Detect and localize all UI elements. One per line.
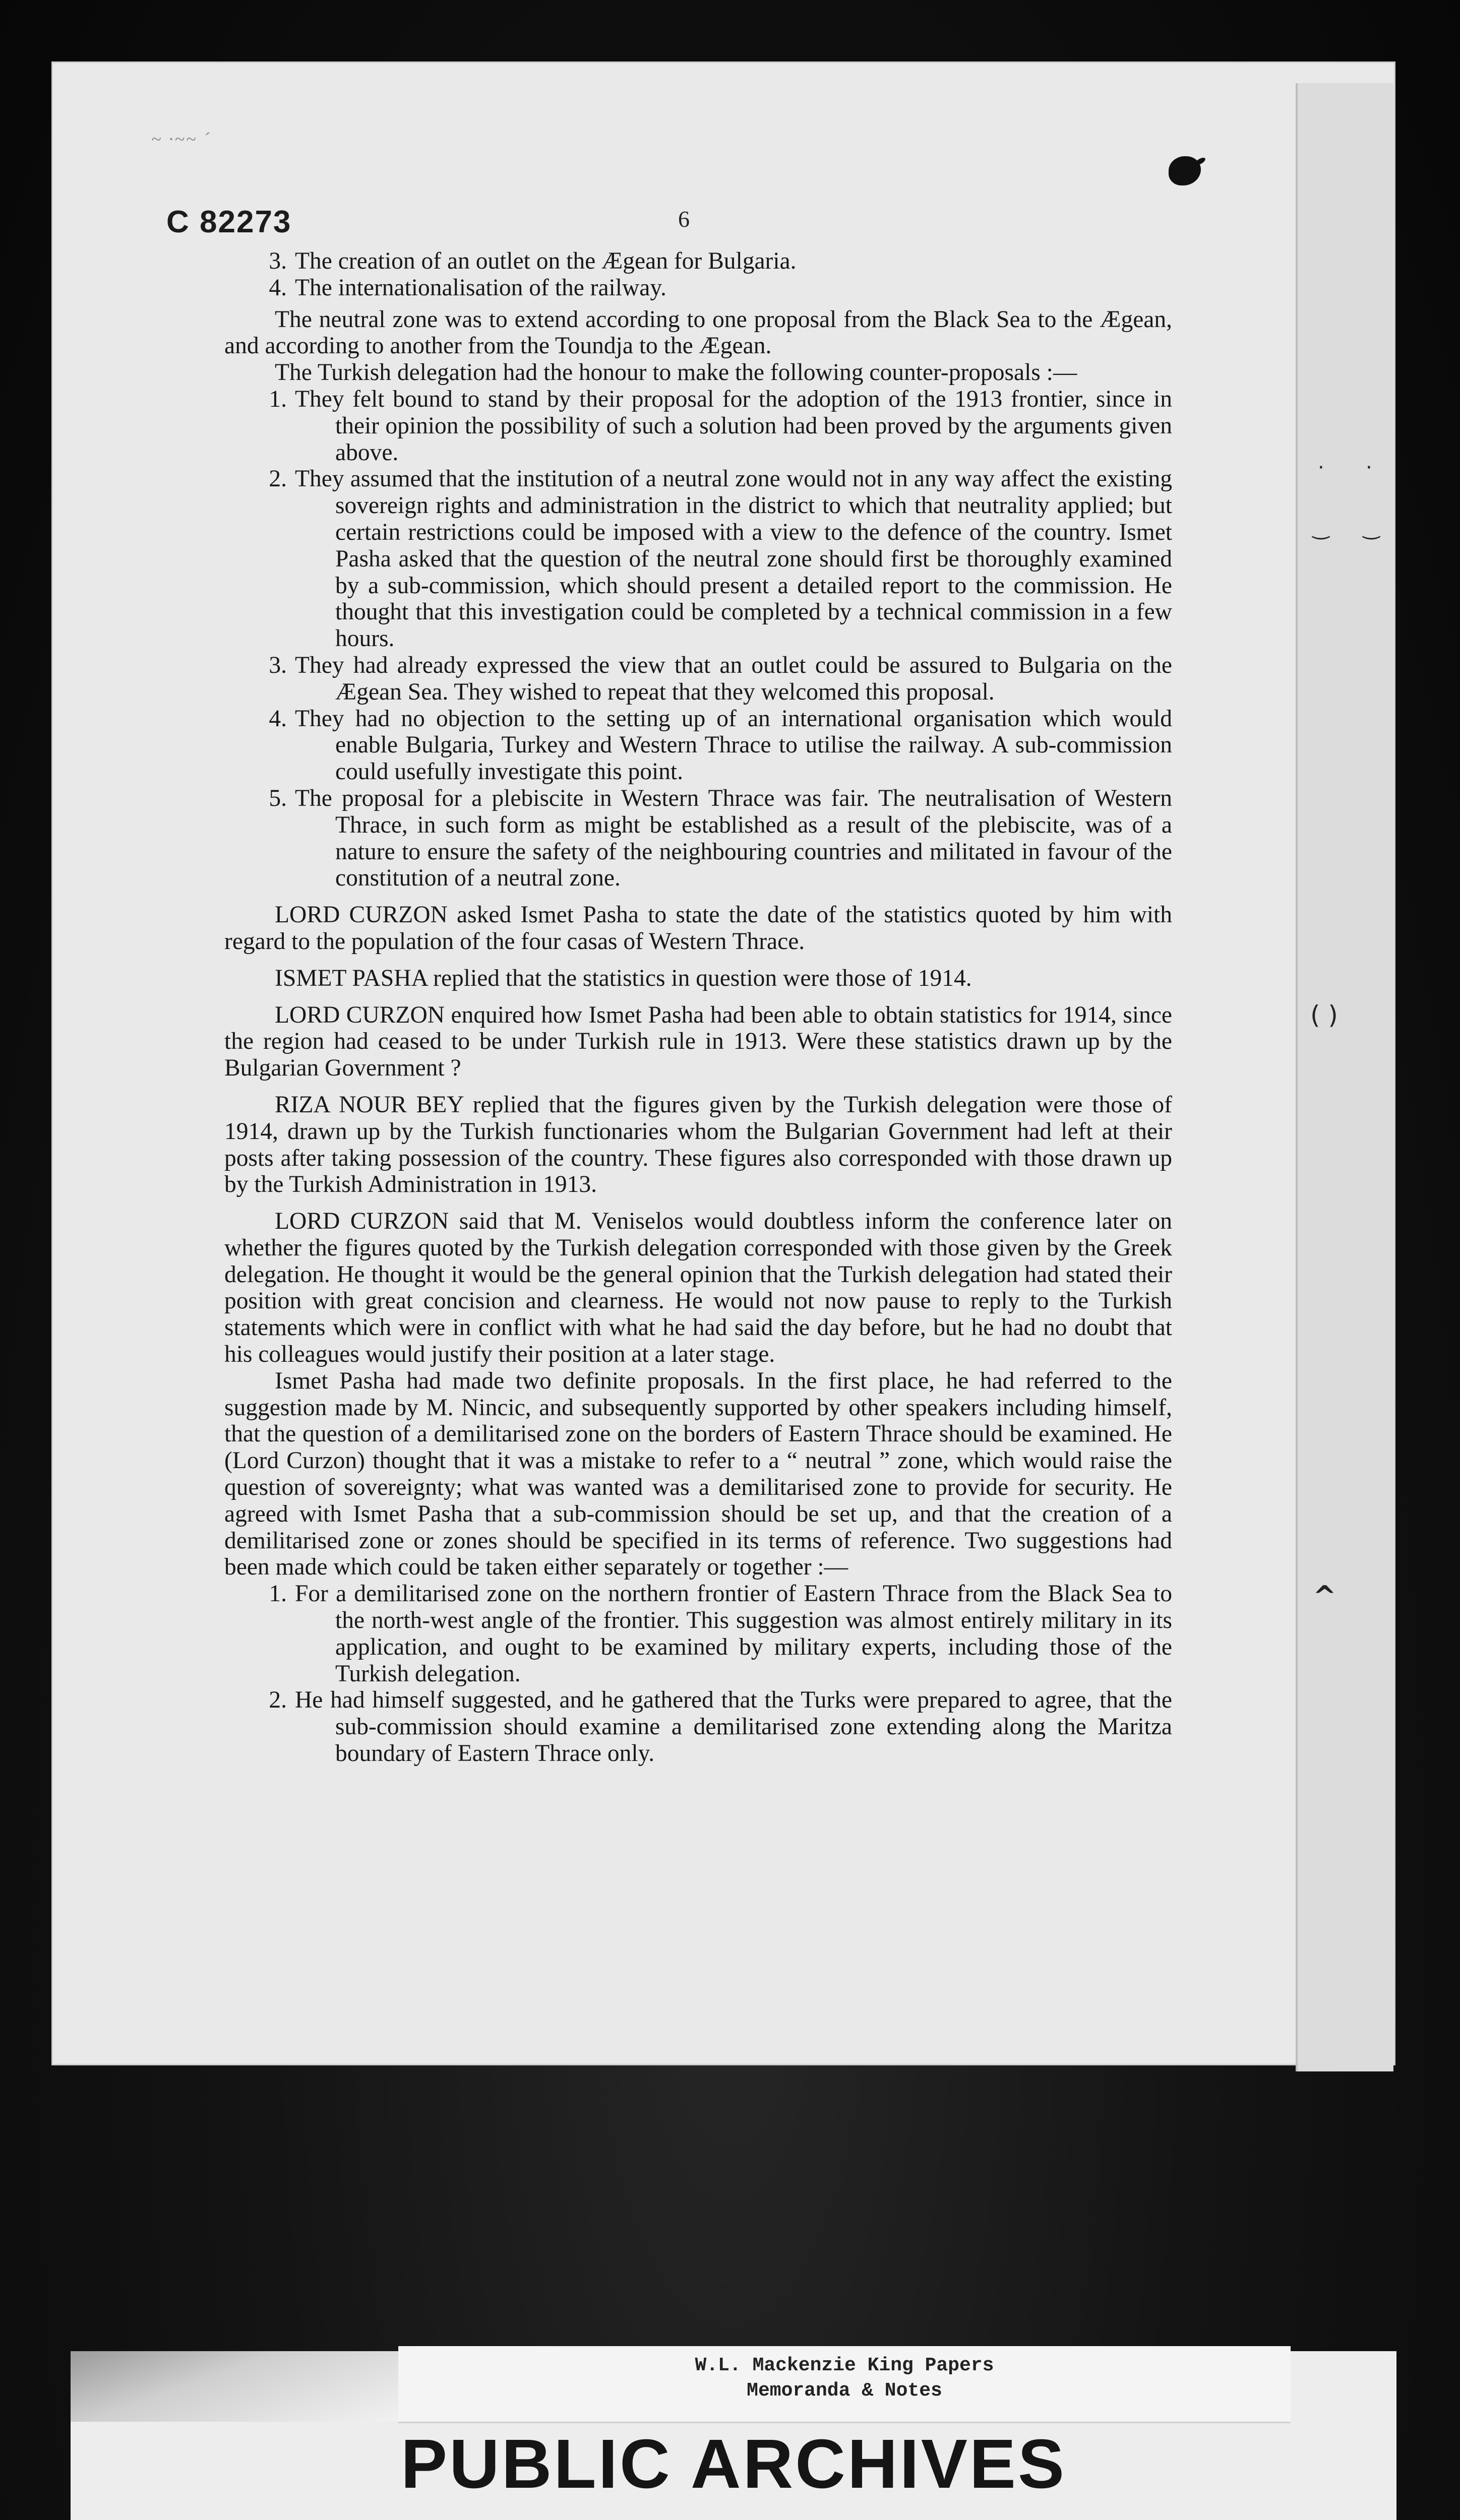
list-item-number: 3. — [269, 248, 287, 274]
adjacent-page-edge — [1296, 83, 1393, 2071]
torn-paper-edge — [71, 2351, 403, 2422]
list-item-number: 4. — [269, 705, 287, 732]
list-item-text: For a demilitarised zone on the northern frontier of Eastern Thrace from the Black Sea to the north-west angle of the frontier. This suggestion was almost entirely military in its application, and ought to be examined by military experts, including those of the Turkish delegation. — [295, 1581, 1172, 1687]
list-item-text: They assumed that the institution of a neutral zone would not in any way affect the existing sovereign rights and administration in the district to which that neutrality applied; but certain restrictions could be imposed with a view to the defence of the country. Ismet Pasha asked that the question of the neutral zone should first be thoroughly examined by a sub-commission, which should present a detailed report to the commission. He thought that this investigation could be completed by a technical commission in a few hours. — [295, 466, 1172, 652]
list-item — [224, 652, 1172, 706]
list-item-number: 5. — [269, 785, 287, 811]
list-item — [224, 386, 1172, 466]
document-number: C 82273 — [166, 205, 292, 239]
paragraph: LORD CURZON enquired how Ismet Pasha had been able to obtain statistics for 1914, since the region had ceased to be under Turkish rule in 1913. Were these statistics drawn up by the Bulgarian Government ? — [224, 1001, 1172, 1082]
list-item-text: The internationalisation of the railway. — [295, 274, 666, 301]
pencil-scribble: ~ ·~~ ´ — [151, 129, 211, 149]
list-item — [224, 1687, 1172, 1767]
list-item-text: He had himself suggested, and he gathered that the Turks were prepared to agree, that the sub-commission should examine a demilitarised zone extending along the Maritza boundary of Eastern Thrace only. — [295, 1687, 1172, 1767]
counter-proposals-list — [224, 386, 1172, 892]
list-item — [224, 466, 1172, 652]
paragraph: The Turkish delegation had the honour to make the following counter-proposals :— — [275, 359, 1077, 386]
list-item-text: The creation of an outlet on the Ægean for Bulgaria. — [295, 248, 797, 274]
list-item — [224, 248, 1172, 275]
document-body — [224, 248, 1172, 1767]
margin-mark: · — [1318, 456, 1324, 479]
list-item-number: 1. — [269, 386, 287, 412]
margin-mark: ( ) — [1310, 1000, 1338, 1030]
suggestions-list — [224, 1581, 1172, 1767]
paragraph: The neutral zone was to extend according to one proposal from the Black Sea to the Ægean, and according to another from the Toundja to the Ægean. — [224, 306, 1172, 359]
list-item-text: They felt bound to stand by their proposal for the adoption of the 1913 frontier, since in their opinion the possibility of such a solution had been proved by the arguments given above. — [295, 386, 1172, 466]
margin-mark: ^ — [1313, 1580, 1336, 1613]
archives-title-english: PUBLIC ARCHIVES — [401, 2425, 1066, 2503]
list-item-text: The proposal for a plebiscite in Western Thrace was fair. The neutralisation of Western Thrace, in such form as might be established as a result of the plebiscite, was of a nature to ensure the safety of the neighbouring countries and militated in favour of the constitution of a neutral zone. — [295, 785, 1172, 892]
margin-mark: · — [1366, 456, 1372, 479]
list-item-number: 3. — [269, 652, 287, 678]
list-item — [224, 1581, 1172, 1687]
list-item-number: 2. — [269, 466, 287, 492]
paragraph: Ismet Pasha had made two definite proposals. In the first place, he had referred to the suggestion made by M. Nincic, and subsequently supported by other speakers including himself, that the question of a demilitarised zone on the borders of Eastern Thrace should be examined. He (Lord Curzon) thought that it was a mistake to refer to a “ neutral ” zone, which would raise the question of sovereignty; what was wanted was a demilitarised zone to provide for security. He agreed with Ismet Pasha that a sub-commission should be set up, and that the creation of a demilitarised zone or zones should be specified in its terms of reference. Two suggestions had been made which could be taken either separately or together :— — [224, 1367, 1172, 1581]
list-item — [224, 706, 1172, 785]
list-item-text: They had no objection to the setting up of an international organisation which would enable Bulgaria, Turkey and Western Thrace to utilise the railway. A sub-commission could usefully investigate this point. — [295, 705, 1172, 785]
paragraph: RIZA NOUR BEY replied that the figures given by the Turkish delegation were those of 1914, drawn up by the Turkish functionaries whom the Bulgarian Government had left at their posts after taking possession of the country. These figures also corresponded with those drawn up by the Turkish Administration in 1913. — [224, 1091, 1172, 1198]
margin-mark: ‿ — [1363, 517, 1380, 540]
collection-series: Memoranda & Notes — [747, 2380, 942, 2402]
list-item-text: They had already expressed the view that an outlet could be assured to Bulgaria on the Ægean Sea. They wished to repeat that they welcomed this proposal. — [295, 652, 1172, 705]
paragraph: LORD CURZON asked Ismet Pasha to state the date of the statistics quoted by him with regard to the population of the four casas of Western Thrace. — [224, 902, 1172, 955]
margin-mark: ‿ — [1313, 517, 1329, 540]
outlet-list — [224, 248, 1172, 301]
list-item-number: 1. — [269, 1581, 287, 1607]
list-item — [224, 275, 1172, 301]
page-number: 6 — [678, 206, 690, 232]
collection-name: W.L. Mackenzie King Papers — [695, 2355, 994, 2376]
paragraph: ISMET PASHA replied that the statistics in question were those of 1914. — [275, 965, 972, 991]
list-item-number: 2. — [269, 1687, 287, 1714]
list-item — [224, 785, 1172, 892]
list-item-number: 4. — [269, 274, 287, 301]
paragraph: LORD CURZON said that M. Veniselos would doubtless inform the conference later on whether the figures quoted by the Turkish delegation corresponded with those given by the Greek delegation. He thought it would be the general opinion that the Turkish delegation had stated their position with great concision and clearness. He would not now pause to reply to the Turkish statements which were in conflict with what he had said the day before, but he had no doubt that his colleagues would justify their position at a later stage. — [224, 1208, 1172, 1368]
